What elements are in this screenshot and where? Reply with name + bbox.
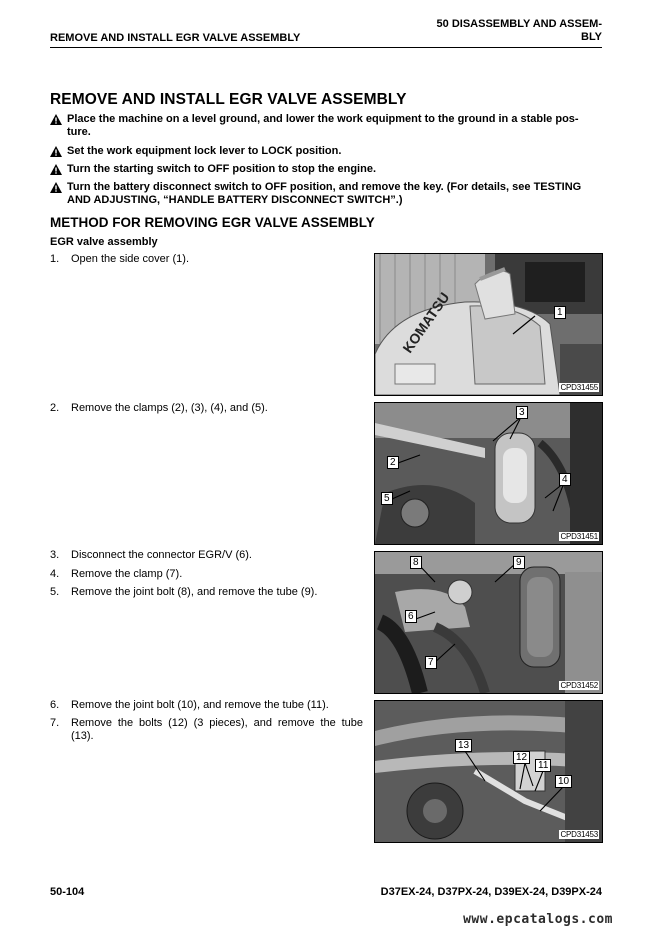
- running-header-title: REMOVE AND INSTALL EGR VALVE ASSEMBLY: [50, 32, 301, 44]
- callout-label: 9: [513, 556, 525, 569]
- callout-label: 3: [516, 406, 528, 419]
- method-heading: METHOD FOR REMOVING EGR VALVE ASSEMBLY: [50, 215, 375, 230]
- warning-item: [50, 181, 602, 207]
- figure-code: CPD31451: [560, 532, 598, 541]
- callout-label: 1: [554, 306, 566, 319]
- model-list: D37EX-24, D37PX-24, D39EX-24, D39PX-24: [380, 886, 602, 898]
- callout-label: 6: [405, 610, 417, 623]
- warning-text-line: Turn the battery disconnect switch to OFF position, and remove the key. (For details, see TESTING: [67, 181, 582, 193]
- step-number: 1.: [50, 253, 60, 265]
- warning-text-line: ture.: [67, 126, 91, 138]
- step-item: [50, 699, 363, 712]
- section-heading: EGR valve assembly: [50, 236, 158, 248]
- step-item: [50, 586, 363, 599]
- step-text: Remove the bolts (12) (3 pieces), and remove the tube (13).: [71, 717, 363, 742]
- warning-item: [50, 145, 602, 158]
- callout-label: 13: [455, 739, 472, 752]
- photo-joint-bolts: [374, 700, 603, 843]
- page-title: REMOVE AND INSTALL EGR VALVE ASSEMBLY: [50, 91, 407, 108]
- warning-triangle-icon: [50, 146, 62, 157]
- step-text: Remove the joint bolt (10), and remove the tube (11).: [71, 699, 329, 711]
- step-text: Disconnect the connector EGR/V (6).: [71, 549, 252, 561]
- callout-label: 4: [559, 473, 571, 486]
- figure-code: CPD31452: [560, 681, 598, 690]
- callout-label: 5: [381, 492, 393, 505]
- step-text: Remove the clamps (2), (3), (4), and (5).: [71, 402, 268, 414]
- photo-brand-text: KOMATSU: [399, 289, 453, 356]
- warning-triangle-icon: [50, 182, 62, 193]
- warning-text-line: Set the work equipment lock lever to LOCK position.: [67, 145, 342, 157]
- step-item: [50, 253, 363, 266]
- callout-label: 2: [387, 456, 399, 469]
- warning-text-line: Place the machine on a level ground, and lower the work equipment to the ground in a stable pos-: [67, 113, 579, 125]
- running-header-section-line2: BLY: [581, 31, 602, 43]
- watermark-text: www.epcatalogs.com: [463, 912, 613, 927]
- warning-text-line: Turn the starting switch to OFF position to stop the engine.: [67, 163, 377, 175]
- step-number: 4.: [50, 568, 60, 580]
- step-item: [50, 568, 363, 581]
- step-number: 2.: [50, 402, 60, 414]
- step-item: [50, 717, 363, 743]
- figure-code: CPD31455: [560, 383, 598, 392]
- page-number: 50-104: [50, 886, 85, 898]
- step-text: Remove the joint bolt (8), and remove the tube (9).: [71, 586, 318, 598]
- callout-label: 8: [410, 556, 422, 569]
- step-number: 5.: [50, 586, 60, 598]
- callout-label: 12: [513, 751, 530, 764]
- warning-item: [50, 113, 602, 139]
- warning-text-line: AND ADJUSTING, “HANDLE BATTERY DISCONNECT SWITCH”.): [67, 194, 403, 206]
- step-number: 7.: [50, 717, 60, 729]
- step-number: 6.: [50, 699, 60, 711]
- step-item: [50, 402, 363, 415]
- warning-triangle-icon: [50, 164, 62, 175]
- callout-label: 11: [535, 759, 551, 772]
- running-header-section: [437, 18, 602, 44]
- callout-label: 10: [555, 775, 572, 788]
- callout-label: 7: [425, 656, 437, 669]
- step-text: Remove the clamp (7).: [71, 568, 183, 580]
- step-number: 3.: [50, 549, 60, 561]
- photo-connector-tube: [374, 551, 603, 694]
- step-item: [50, 549, 363, 562]
- photo-side-cover: [374, 253, 603, 396]
- warning-triangle-icon: [50, 114, 62, 125]
- running-header-section-line1: 50 DISASSEMBLY AND ASSEM-: [436, 18, 602, 30]
- photo-clamps: [374, 402, 603, 545]
- header-rule: [50, 47, 602, 48]
- warning-item: [50, 163, 602, 176]
- figure-code: CPD31453: [560, 830, 598, 839]
- step-text: Open the side cover (1).: [71, 253, 190, 265]
